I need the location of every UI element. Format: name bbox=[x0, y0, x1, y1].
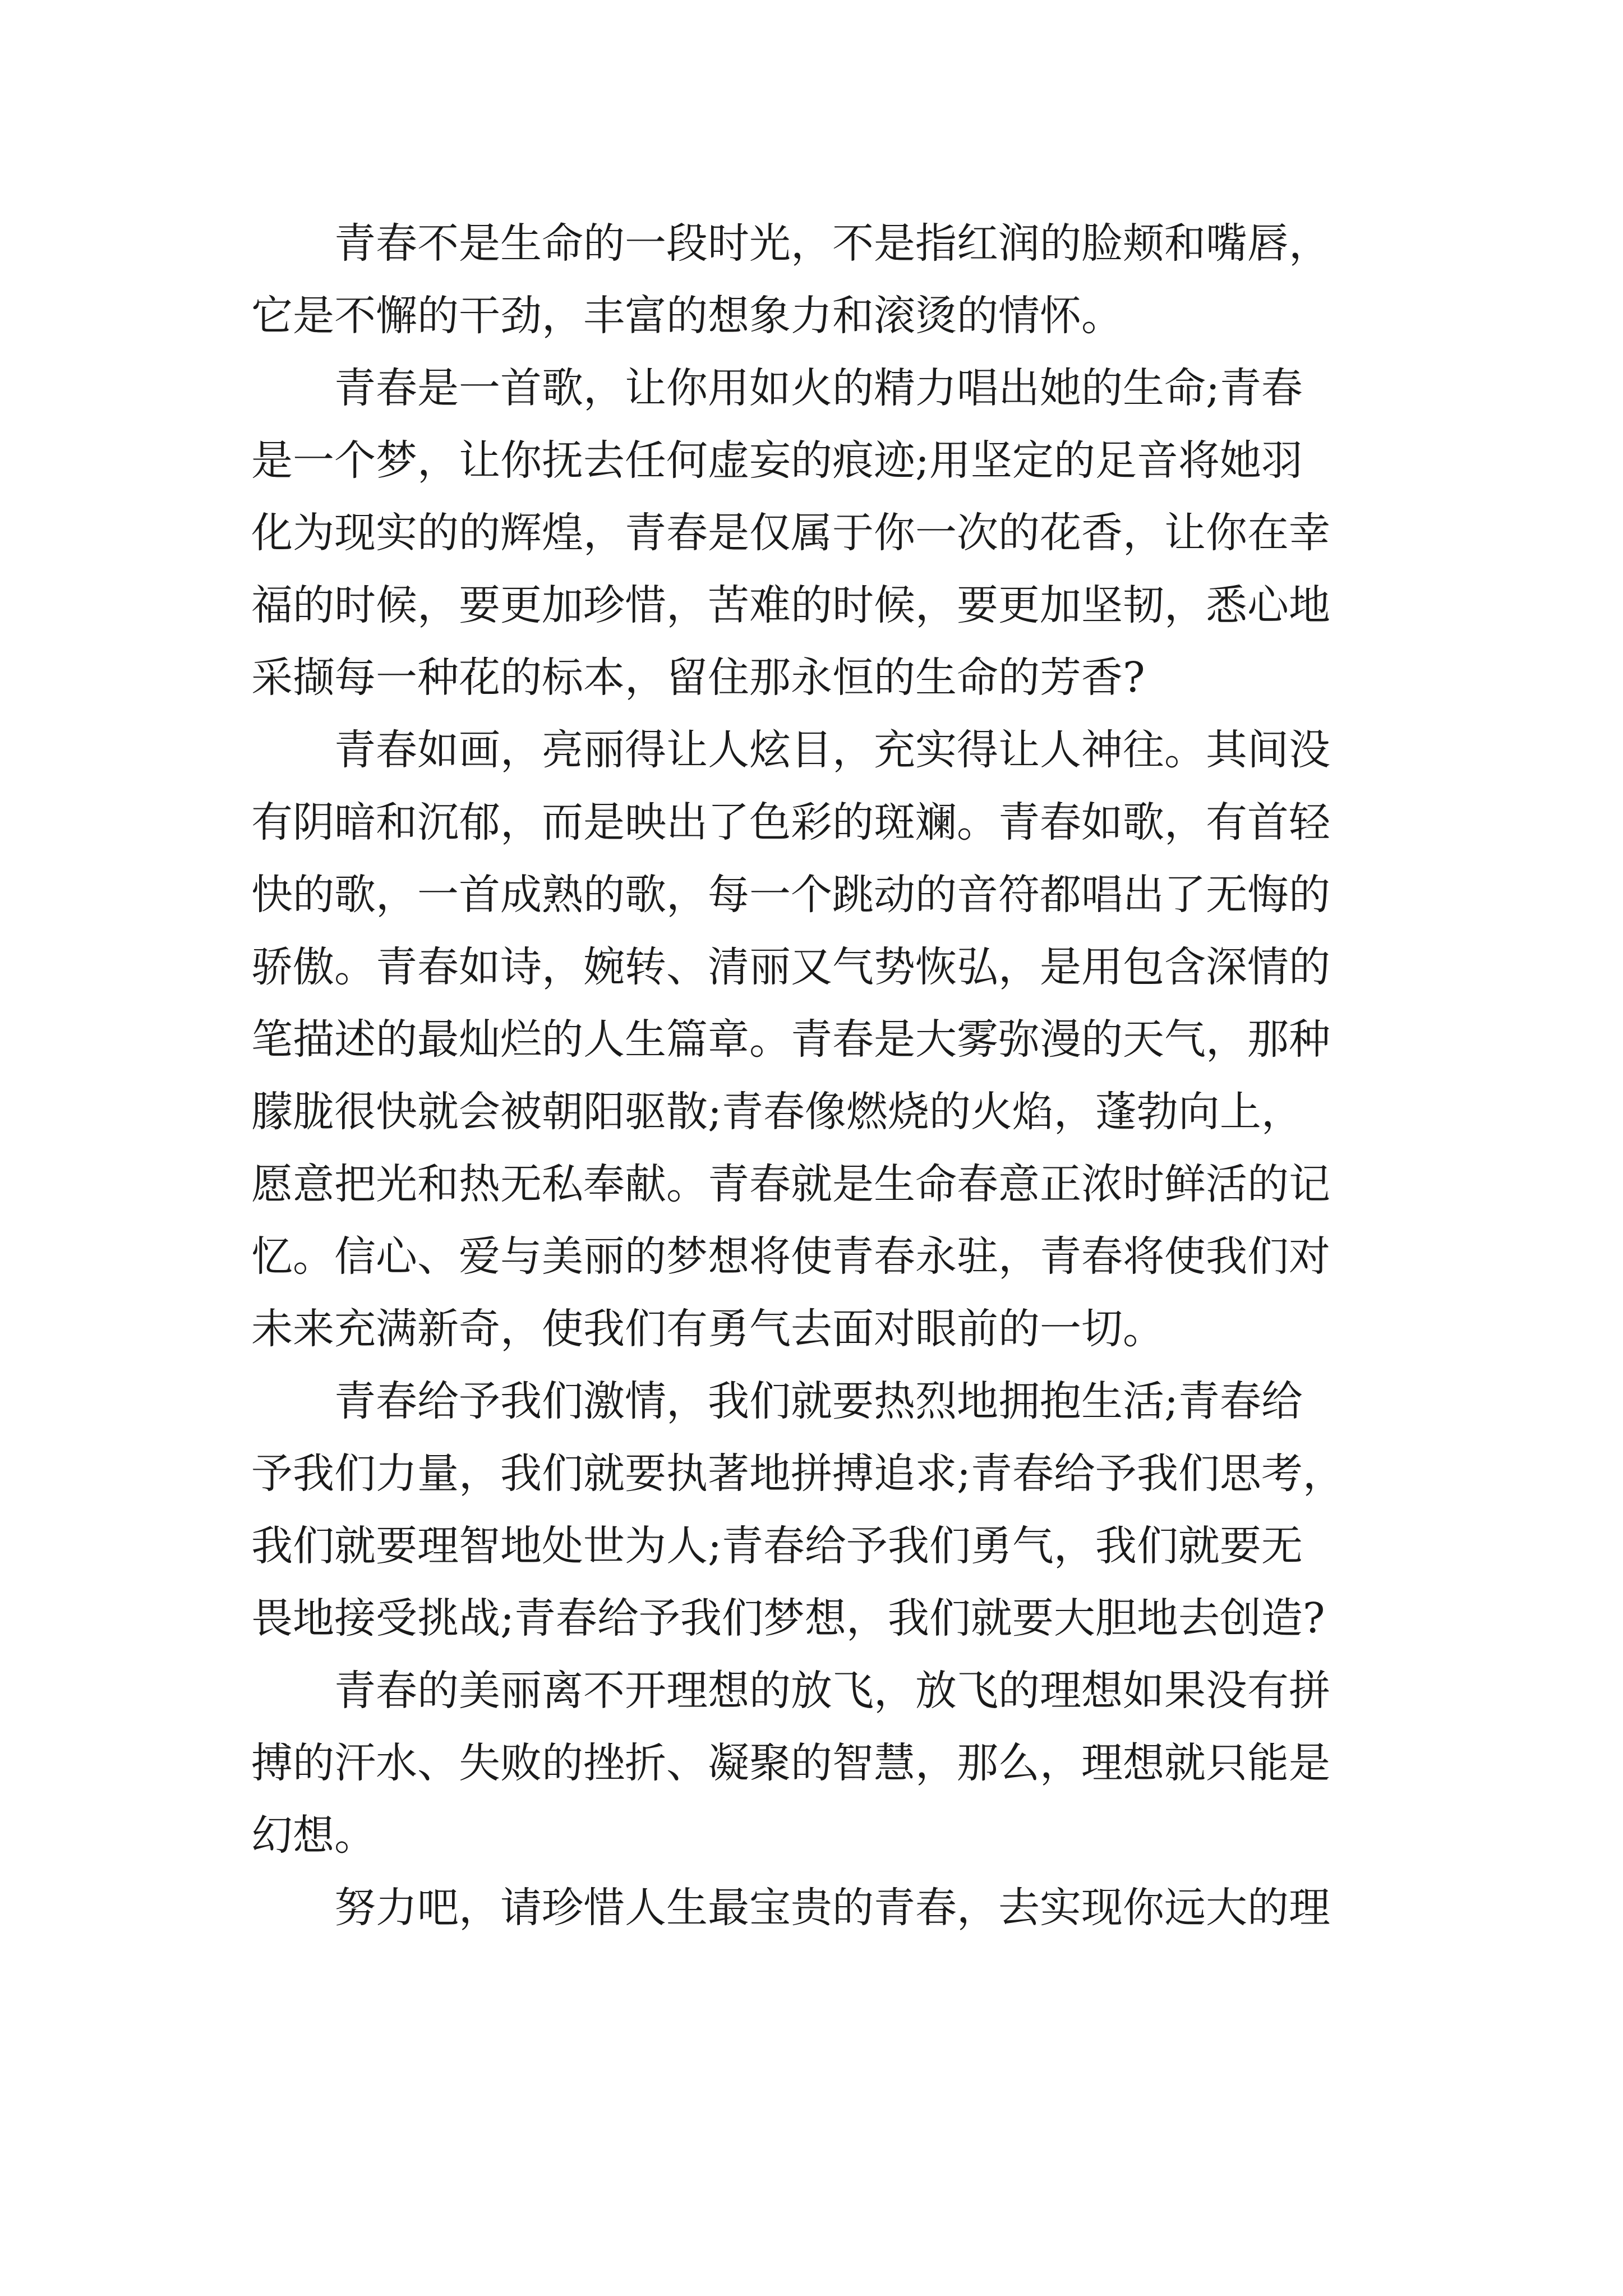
text-line: 它是不懈的干劲，丰富的想象力和滚烫的情怀。 bbox=[251, 292, 1123, 340]
text-line: 化为现实的的辉煌，青春是仅属于你一次的花香，让你在幸 bbox=[251, 509, 1330, 557]
text-line: 青春的美丽离不开理想的放飞，放飞的理想如果没有拼 bbox=[334, 1667, 1330, 1715]
text-line: 愿意把光和热无私奉献。青春就是生命春意正浓时鲜活的记 bbox=[251, 1160, 1330, 1208]
text-line: 福的时候，要更加珍惜，苦难的时候，要更加坚韧，悉心地 bbox=[251, 581, 1330, 629]
text-line: 有阴暗和沉郁，而是映出了色彩的斑斓。青春如歌，有首轻 bbox=[251, 798, 1330, 846]
text-line: 搏的汗水、失败的挫折、凝聚的智慧，那么，理想就只能是 bbox=[251, 1739, 1330, 1787]
text-line: 朦胧很快就会被朝阳驱散;青春像燃烧的火焰，蓬勃向上， bbox=[251, 1088, 1303, 1136]
text-line: 采撷每一种花的标本，留住那永恒的生命的芳香? bbox=[251, 654, 1145, 702]
text-line: 青春给予我们激情，我们就要热烈地拥抱生活;青春给 bbox=[334, 1377, 1303, 1425]
text-line: 我们就要理智地处世为人;青春给予我们勇气，我们就要无 bbox=[251, 1522, 1303, 1570]
text-line: 青春不是生命的一段时光，不是指红润的脸颊和嘴唇， bbox=[334, 219, 1330, 268]
text-line: 未来充满新奇，使我们有勇气去面对眼前的一切。 bbox=[251, 1305, 1164, 1353]
text-line: 忆。信心、爱与美丽的梦想将使青春永驻，青春将使我们对 bbox=[251, 1232, 1330, 1281]
text-line: 青春如画，亮丽得让人炫目，充实得让人神往。其间没 bbox=[334, 726, 1330, 774]
text-line: 青春是一首歌，让你用如火的精力唱出她的生命;青春 bbox=[334, 364, 1303, 412]
text-line: 快的歌，一首成熟的歌，每一个跳动的音符都唱出了无悔的 bbox=[251, 871, 1330, 919]
text-line: 努力吧，请珍惜人生最宝贵的青春，去实现你远大的理 bbox=[334, 1884, 1330, 1932]
text-line: 是一个梦，让你抚去任何虚妄的痕迹;用坚定的足音将她羽 bbox=[251, 436, 1303, 485]
text-line: 予我们力量，我们就要执著地拼搏追求;青春给予我们思考， bbox=[251, 1450, 1344, 1498]
text-line: 畏地接受挑战;青春给予我们梦想，我们就要大胆地去创造? bbox=[251, 1594, 1325, 1642]
text-line: 骄傲。青春如诗，婉转、清丽又气势恢弘，是用包含深情的 bbox=[251, 943, 1330, 991]
document-body bbox=[251, 208, 1384, 1944]
text-line: 幻想。 bbox=[251, 1811, 376, 1860]
text-line: 笔描述的最灿烂的人生篇章。青春是大雾弥漫的天气，那种 bbox=[251, 1015, 1330, 1064]
